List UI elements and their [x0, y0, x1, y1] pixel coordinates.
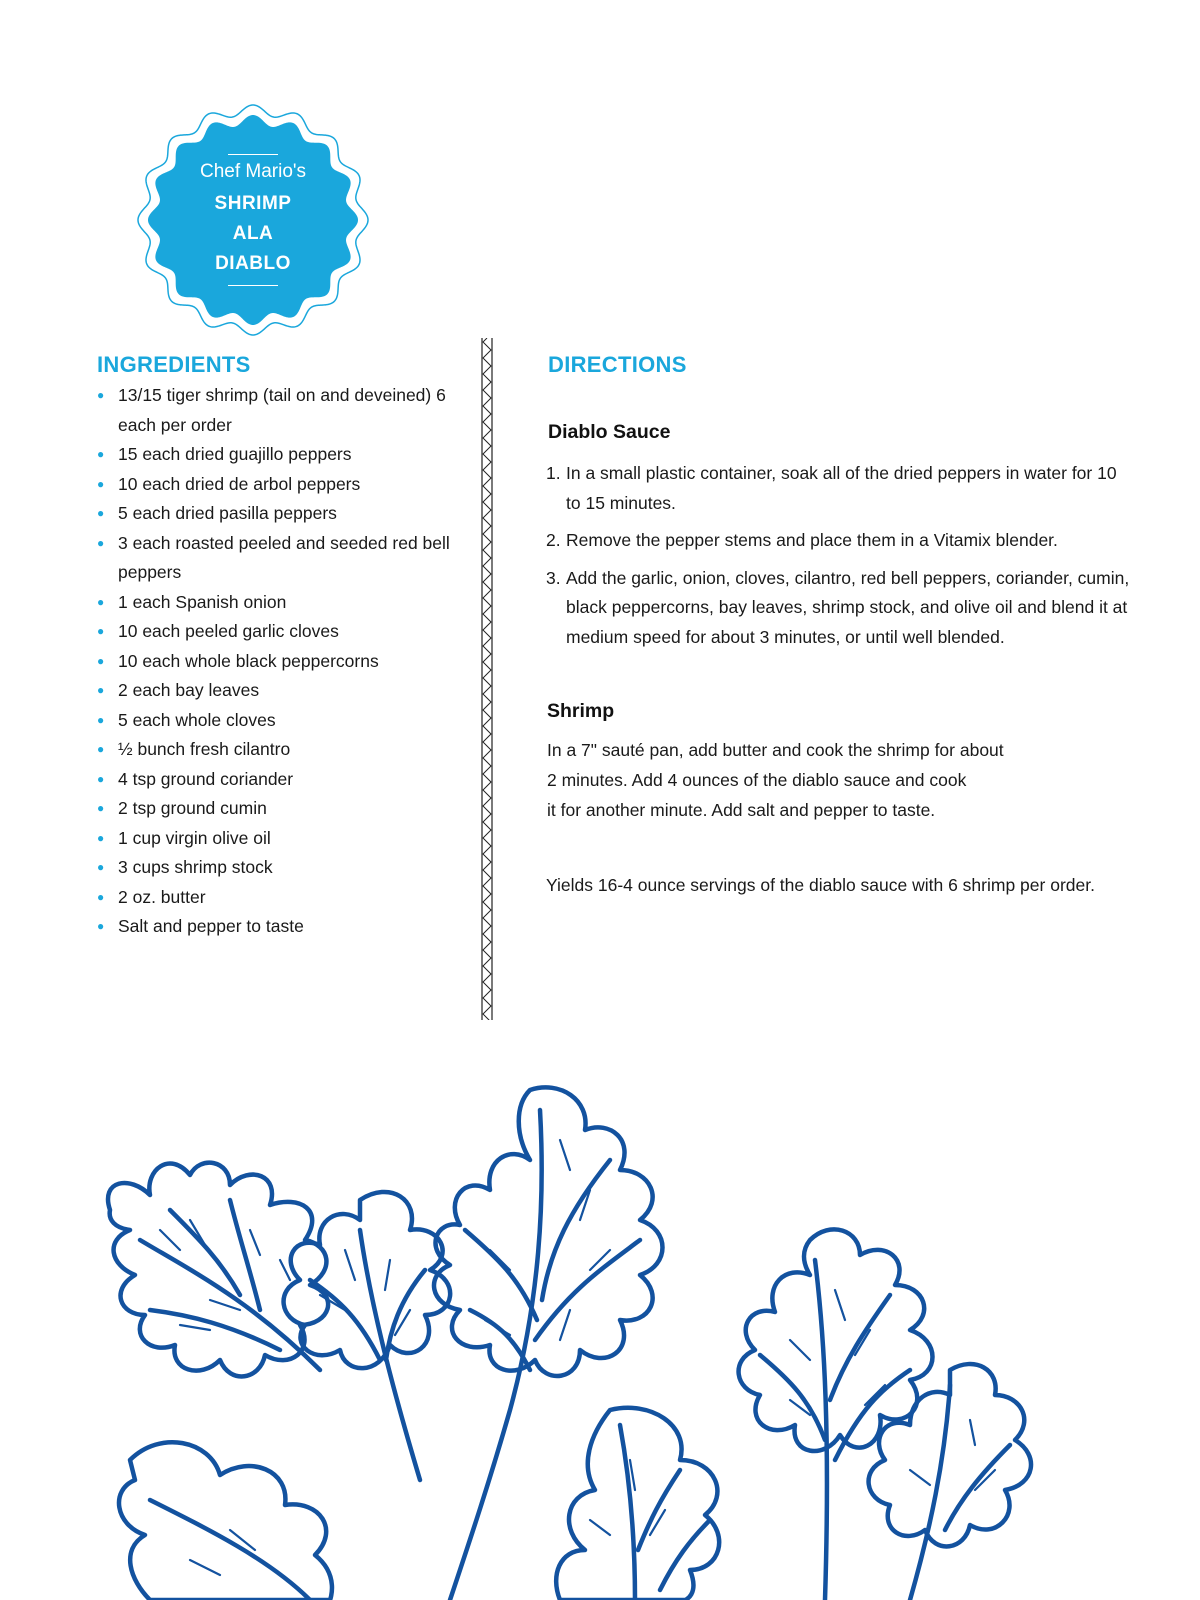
ingredient-item: ● 3 each roasted peeled and seeded red bell peppers	[97, 529, 477, 588]
bullet-icon: ●	[97, 830, 105, 845]
shrimp-instructions	[547, 735, 1147, 825]
diablo-sauce-title: Diablo Sauce	[548, 421, 671, 443]
bullet-icon: ●	[97, 535, 105, 550]
ingredient-item: ● 2 each bay leaves	[97, 676, 477, 706]
directions-heading: DIRECTIONS	[548, 352, 687, 377]
ingredient-item: ● 4 tsp ground coriander	[97, 765, 477, 795]
step-text: Remove the pepper stems and place them in a Vitamix blender.	[566, 530, 1058, 550]
bullet-icon: ●	[97, 594, 105, 609]
badge-title-line-1: SHRIMP	[214, 193, 292, 214]
ingredient-item: ● 5 each whole cloves	[97, 706, 477, 736]
ingredient-item: ● Salt and pepper to taste	[97, 912, 477, 942]
sauce-steps	[546, 459, 1136, 660]
ingredient-item: ● 2 tsp ground cumin	[97, 794, 477, 824]
step-text: Add the garlic, onion, cloves, cilantro, red bell peppers, coriander, cumin, black peppercorns, bay leaves, shrimp stock, and olive oil and blend it at medium speed for about 3 minutes, or until well blended.	[566, 567, 1130, 647]
badge-rule-top	[228, 154, 278, 155]
ingredient-item: ● 3 cups shrimp stock	[97, 853, 477, 883]
step-item	[546, 564, 1136, 653]
yield-note: Yields 16-4 ounce servings of the diablo sauce with 6 shrimp per order.	[546, 875, 1095, 895]
step-number: 1.	[546, 463, 561, 483]
ingredients-list	[97, 381, 477, 942]
bullet-icon: ●	[97, 476, 105, 491]
cilantro-leaves-illustration-icon	[90, 1080, 1070, 1600]
ingredient-item: ● 10 each dried de arbol peppers	[97, 470, 477, 500]
bullet-icon: ●	[97, 801, 105, 815]
bullet-icon: ●	[97, 624, 105, 638]
badge-subtitle: Chef Mario's	[199, 161, 307, 182]
step-number: 3.	[546, 567, 561, 588]
ingredient-item: ● 10 each peeled garlic cloves	[97, 617, 477, 647]
step-item	[546, 459, 1136, 518]
ingredient-item: ● 5 each dried pasilla peppers	[97, 499, 477, 529]
step-item	[546, 526, 1136, 556]
shrimp-line-2: 2 minutes. Add 4 ounces of the diablo sauce and cook	[547, 770, 967, 790]
bullet-icon: ●	[97, 388, 105, 402]
bullet-icon: ●	[97, 447, 105, 461]
badge-title-line-3: DIABLO	[215, 253, 291, 274]
step-text: In a small plastic container, soak all of the dried peppers in water for 10 to 15 minutes.	[566, 463, 1117, 513]
bullet-icon: ●	[97, 919, 105, 933]
ingredient-item: ● ½ bunch fresh cilantro	[97, 735, 477, 765]
bullet-icon: ●	[97, 712, 105, 727]
shrimp-title: Shrimp	[547, 700, 615, 722]
shrimp-line-3: it for another minute. Add salt and pepper to taste.	[547, 800, 936, 820]
ingredients-heading: INGREDIENTS	[97, 352, 251, 377]
step-number: 2.	[546, 530, 561, 550]
recipe-badge	[133, 100, 373, 340]
bullet-icon: ●	[97, 742, 105, 756]
ingredient-item: ● 13/15 tiger shrimp (tail on and deveined) 6 each per order	[97, 381, 477, 440]
badge-title-line-2: ALA	[232, 223, 274, 244]
shrimp-line-1: In a 7" sauté pan, add butter and cook the shrimp for about	[547, 740, 1004, 760]
ingredient-item: ● 2 oz. butter	[97, 883, 477, 913]
ingredient-item: ● 15 each dried guajillo peppers	[97, 440, 477, 470]
ingredient-item: ● 10 each whole black peppercorns	[97, 647, 477, 677]
ingredient-item: ● 1 cup virgin olive oil	[97, 824, 477, 854]
badge-rule-bottom	[228, 285, 278, 286]
bullet-icon: ●	[97, 506, 105, 520]
ingredient-item: ● 1 each Spanish onion	[97, 588, 477, 618]
bullet-icon: ●	[97, 889, 105, 904]
bullet-icon: ●	[97, 860, 105, 874]
bullet-icon: ●	[97, 653, 105, 668]
bullet-icon: ●	[97, 771, 105, 786]
bullet-icon: ●	[97, 683, 105, 697]
column-divider	[480, 338, 494, 1020]
